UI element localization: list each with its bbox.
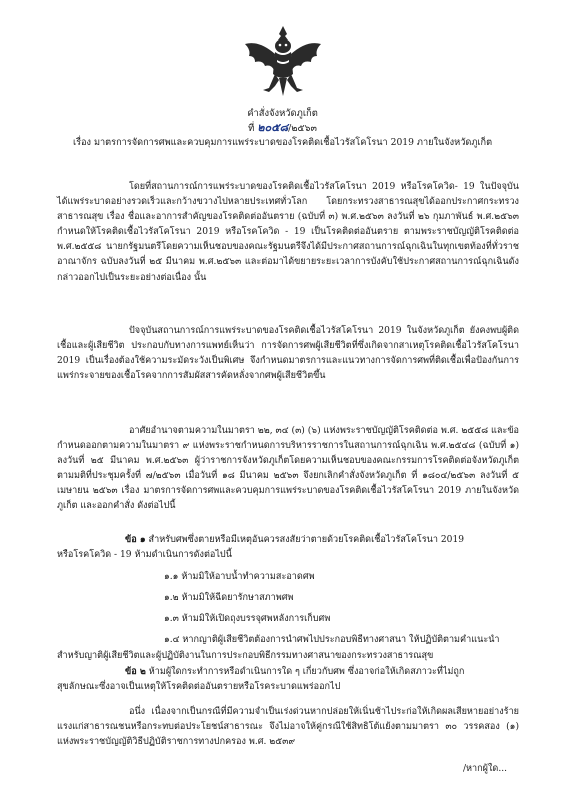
- clause-1-text: สำหรับศพซึ่งตายหรือมีเหตุอันควรสงสัยว่าตายด้วยโรคติดเชื้อไวรัสโคโรนา 2019: [148, 535, 465, 545]
- continuation-marker: /หากผู้ใด...: [462, 764, 507, 774]
- clause-1-item-4: ๑.๔ หากญาติผู้เสียชีวิตต้องการนำศพไปประกอบพิธีทางศาสนา ให้ปฏิบัติตามคำแนะนำ: [164, 635, 500, 645]
- handwritten-number: ๒๐๕๘: [257, 121, 289, 134]
- subject-text: มาตรการจัดการศพและควบคุมการแพร่ระบาดของโรคติดเชื้อไวรัสโคโรนา 2019 ภายในจังหวัดภูเก็ต: [93, 137, 493, 148]
- clause-2-label: ข้อ ๒: [125, 666, 146, 677]
- clause-2-text: ห้ามผู้ใดกระทำการหรือดำเนินการใด ๆ เกี่ยวกับศพ ซึ่งอาจก่อให้เกิดสภาวะที่ไม่ถูก: [148, 667, 465, 677]
- clause-1-item-1: ๑.๑ ห้ามมิให้อาบน้ำทำความสะอาดศพ: [164, 572, 315, 582]
- clause-1-line2: หรือโรคโควิด - 19 ห้ามดำเนินการดังต่อไปนี้: [57, 550, 232, 560]
- paragraph-1: โดยที่สถานการณ์การแพร่ระบาดของโรคติดเชื้อไวรัสโคโรนา 2019 หรือโรคโควิด- 19 ในปัจจุบันได้แพร่ระบาดอย่างรวดเร็วและกว้างขวางไปหลายประเทศทั่วโลก โดยกระทรวงสาธารณสุขได้ออกประกาศกระทรวงสาธารณสุข เรื่อง ชื่อและอาการสำคัญของโรคติดต่ออันตราย (ฉบับที่ ๓) พ.ศ.๒๕๖๓ ลงวันที่ ๒๖ กุมภาพันธ์ พ.ศ.๒๕๖๓ กำหนดให้โรคติดเชื้อไวรัสโคโรนา 2019 หรือโรคโควิด - 19 เป็นโรคติดต่ออันตราย ตามพระราชบัญญัติโรคติดต่อ พ.ศ.๒๕๕๘ นายกรัฐมนตรีโดยความเห็นชอบของคณะรัฐมนตรีจึงได้มีประกาศสถานการณ์ฉุกเฉินในทุกเขตท้องที่ทั่วราชอาณาจักร ฉบับลงวันที่ ๒๕ มีนาคม พ.ศ.๒๕๖๓ และต่อมาได้ขยายระยะเวลาการบังคับใช้ประกาศสถานการณ์ฉุกเฉินดังกล่าวออกไปเป็นระยะอย่างต่อเนื่อง นั้น: [57, 182, 519, 283]
- order-title: คำสั่งจังหวัดภูเก็ต: [247, 108, 318, 119]
- clause-2-line2: สุขลักษณะซึ่งอาจเป็นเหตุให้โรคติดต่ออันตรายหรือโรคระบาดแพร่ออกไป: [57, 682, 341, 692]
- order-number: [0, 121, 565, 135]
- clause-1-item-4-cont: สำหรับญาติผู้เสียชีวิตและผู้ปฏิบัติงานในการประกอบพิธีกรรมทางศาสนาของกระทรวงสาธารณสุข: [57, 651, 434, 661]
- paragraph-3: อาศัยอำนาจตามความในมาตรา ๒๒, ๓๔ (๓) (๖) แห่งพระราชบัญญัติโรคติดต่อ พ.ศ. ๒๕๕๘ และข้อกำหนดออกตามความในมาตรา ๙ แห่งพระราชกำหนดการบริหารราชการในสถานการณ์ฉุกเฉิน พ.ศ.๒๕๔๘ (ฉบับที่ ๑) ลงวันที่ ๒๕ มีนาคม พ.ศ.๒๕๖๓ ผู้ว่าราชการจังหวัดภูเก็ตโดยความเห็นชอบของคณะกรรมการโรคติดต่อจังหวัดภูเก็ต ตามมติที่ประชุมครั้งที่ ๗/๒๕๖๓ เมื่อวันที่ ๑๘ มีนาคม ๒๕๖๓ จึงยกเลิกคำสั่งจังหวัดภูเก็ต ที่ ๑๘๐๔/๒๕๖๓ ลงวันที่ ๕ เมษายน ๒๕๖๓ เรื่อง มาตรการจัดการศพและควบคุมการแพร่ระบาดของโรคติดเชื้อไวรัสโคโรนา 2019 ภายในจังหวัดภูเก็ต และออกคำสั่ง ดังต่อไปนี้: [57, 426, 519, 512]
- number-prefix: ที่: [248, 123, 255, 134]
- clause-1-item-2: ๑.๒ ห้ามมิให้ฉีดยารักษาสภาพศพ: [164, 593, 294, 603]
- paragraph-2: ปัจจุบันสถานการณ์การแพร่ระบาดของโรคติดเชื้อไวรัสโคโรนา 2019 ในจังหวัดภูเก็ต ยังคงพบผู้ติดเชื้อและผู้เสียชีวิต ประกอบกับทางการแพทย์เห็นว่า การจัดการศพผู้เสียชีวิตที่ซึ่งเกิดจากสาเหตุโรคติดเชื้อไวรัสโคโรนา 2019 เป็นเรื่องต้องใช้ความระมัดระวังเป็นพิเศษ จึงกำหนดมาตรการและแนวทางการจัดการศพที่ติดเชื้อเพื่อป้องกันการแพร่กระจายของเชื้อโรคจากการสัมผัสสารคัดหลั่งจากศพผู้เสียชีวิตขึ้น: [57, 326, 519, 382]
- clause-1-label: ข้อ ๑: [125, 534, 146, 545]
- number-year: /๒๕๖๓: [288, 123, 317, 134]
- clause-1: [125, 532, 464, 548]
- garuda-emblem: [241, 22, 325, 102]
- subject-label: เรื่อง: [72, 137, 92, 148]
- clause-1-item-3: ๑.๓ ห้ามมิให้เปิดถุงบรรจุศพหลังการเก็บศพ: [164, 614, 331, 624]
- clause-2: [125, 664, 464, 680]
- closing-paragraph: อนึ่ง เนื่องจากเป็นกรณีที่มีความจำเป็นเร่งด่วนหากปล่อยให้เนิ่นช้าไประก่อให้เกิดผลเสียหายอย่างร้ายแรงแก่สาธารณชนหรือกระทบต่อประโยชน์สาธารณะ จึงไม่อาจให้คู่กรณีใช้สิทธิโต้แย้งตามมาตรา ๓๐ วรรคสอง (๑) แห่งพระราชบัญญัติวิธีปฏิบัติราชการทางปกครอง พ.ศ. ๒๕๓๙: [57, 707, 519, 748]
- order-subject: [0, 136, 565, 149]
